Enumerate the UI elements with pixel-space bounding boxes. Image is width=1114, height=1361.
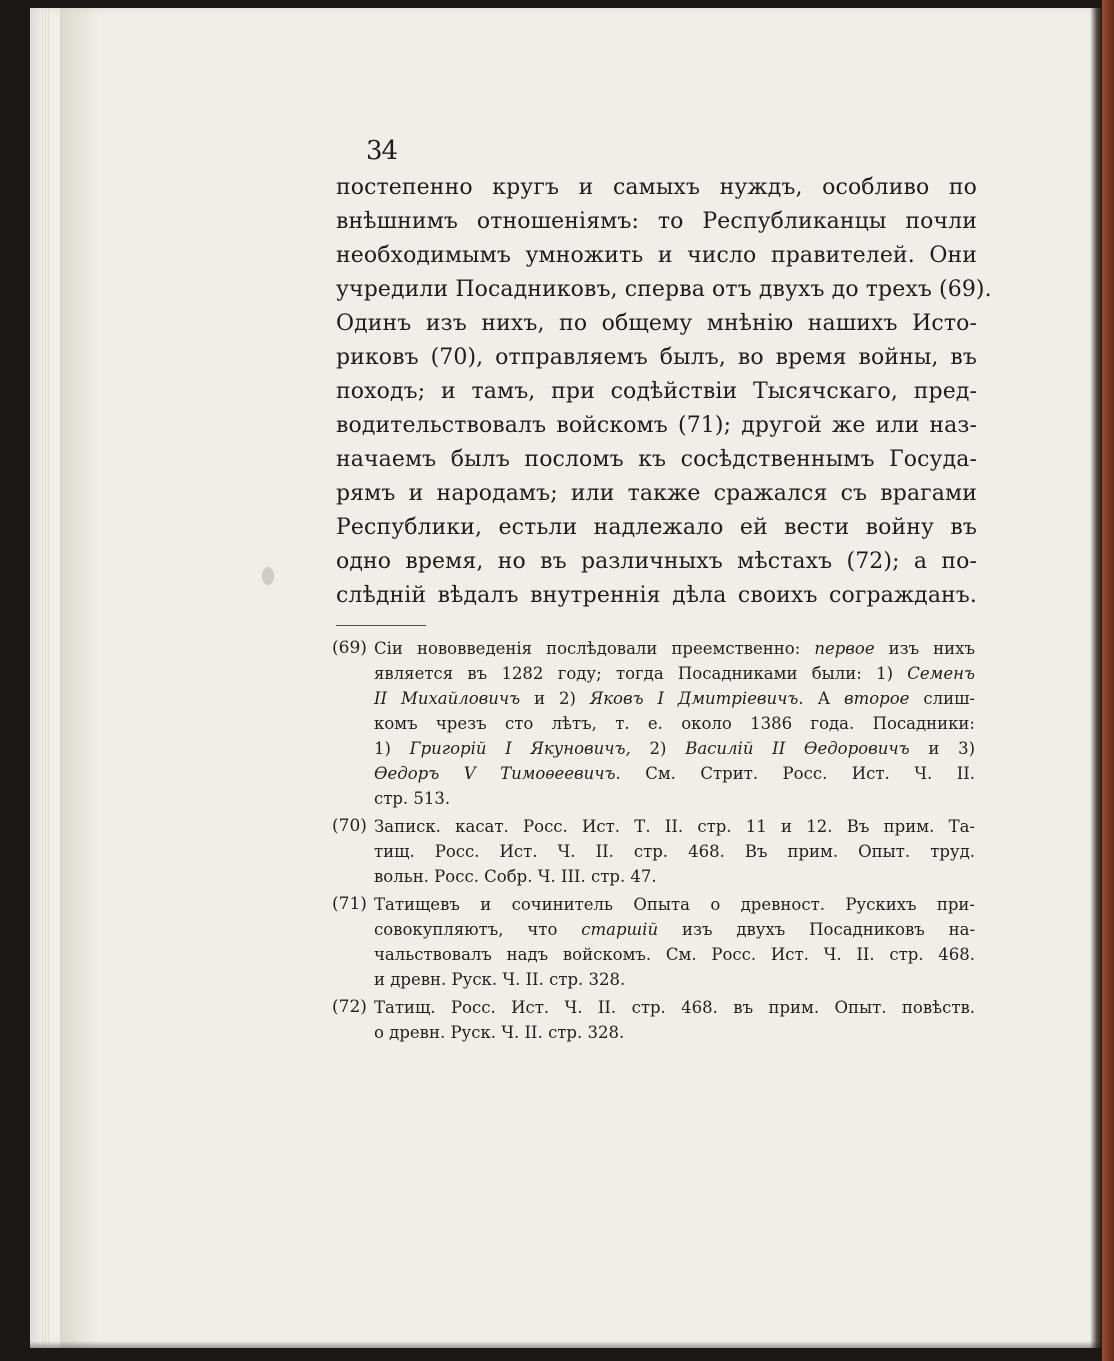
footnote-label: (70)	[332, 816, 367, 836]
footnotes	[332, 636, 975, 1048]
text-line: рямъ и народамъ; или также сражался съ врагами	[336, 481, 977, 506]
footnote-text: См. Стрит. Росс. Ист. Ч. II.	[645, 764, 976, 783]
text-line: слѣдній вѣдалъ внутреннія дѣла своихъ согражданъ.	[336, 583, 977, 608]
footnote-line: вольн. Росс. Собр. Ч. III. стр. 47.	[374, 867, 657, 886]
footnote-label: (71)	[332, 894, 367, 914]
footnote-text: и 3)	[928, 739, 976, 758]
footnote-line: Записк. касат. Росс. Ист. Т. II. стр. 11 и 12. Въ прим. Та-	[374, 817, 975, 836]
footnote-line: Татищ. Росс. Ист. Ч. II. стр. 468. въ прим. Опыт. повѣств.	[374, 998, 975, 1017]
footnote-line	[374, 686, 975, 711]
footnote-italic-text: II Михайловичъ	[374, 689, 521, 708]
footnote-line	[374, 636, 975, 661]
text-line: необходимымъ умножить и число правителей. Они	[336, 243, 977, 268]
footnote-text: изъ двухъ Посадниковъ на-	[681, 920, 976, 939]
footnote-italic-text: Василій II Ѳедоровичъ	[685, 739, 910, 758]
binding-shadow	[60, 8, 100, 1348]
text-line: начаемъ былъ посломъ къ сосѣдственнымъ Госуда-	[336, 447, 977, 472]
footnote-text: слиш-	[923, 689, 976, 708]
footnote-text: является въ 1282 году; тогда Посадниками были: 1)	[374, 664, 894, 683]
right-page-shadow	[1090, 8, 1102, 1348]
footnote-line	[374, 736, 975, 761]
footnote-text: 1)	[374, 739, 391, 758]
bottom-shadow	[30, 1341, 1102, 1361]
footnote-71	[332, 892, 975, 992]
footnote-text: А	[817, 689, 831, 708]
footnote-text: 2)	[649, 739, 667, 758]
footnote-italic-text: старшій	[581, 920, 659, 939]
text-line: водительствовалъ войскомъ (71); другой же или наз-	[336, 413, 977, 438]
footnote-72	[332, 995, 975, 1045]
text-line: риковъ (70), отправляемъ былъ, во время войны, въ	[336, 345, 977, 370]
footnote-line	[374, 761, 975, 786]
text-line: внѣшнимъ отношеніямъ: то Республиканцы почли	[336, 209, 977, 234]
footnote-line: тищ. Росс. Ист. Ч. II. стр. 468. Въ прим. Опыт. труд.	[374, 842, 975, 861]
text-line: походъ; и тамъ, при содѣйствіи Тысячскаго, пред-	[336, 379, 977, 404]
footnote-line: комъ чрезъ сто лѣтъ, т. е. около 1386 года. Посадники:	[374, 714, 975, 733]
footnote-line: чальствовалъ надъ войскомъ. См. Росс. Ист. Ч. II. стр. 468.	[374, 945, 975, 964]
footnote-italic-text: второе	[844, 689, 910, 708]
footnote-text: и 2)	[534, 689, 576, 708]
paper-stain	[262, 567, 274, 585]
footnote-69	[332, 636, 975, 811]
footnote-text: Сіи нововведенія послѣдовали преемственно:	[374, 639, 801, 658]
footnote-line: Татищевъ и сочинитель Опыта о древност. Рускихъ при-	[374, 895, 975, 914]
footnote-line	[374, 661, 975, 686]
page-edge	[42, 8, 50, 1348]
text-line: одно время, но въ различныхъ мѣстахъ (72); а по-	[336, 549, 977, 574]
text-line: постепенно кругъ и самыхъ нуждъ, особливо по	[336, 175, 977, 200]
footnote-italic-text: Григорій I Якуновичъ,	[409, 739, 631, 758]
footnote-italic-text: Семенъ	[907, 664, 975, 683]
footnote-label: (69)	[332, 638, 367, 658]
footnote-line: о древн. Руск. Ч. II. стр. 328.	[374, 1023, 625, 1042]
footnote-divider	[336, 625, 426, 626]
footnote-line	[374, 917, 975, 942]
page-number: 34	[366, 136, 398, 166]
footnote-label: (72)	[332, 997, 367, 1017]
footnote-line: и древн. Руск. Ч. II. стр. 328.	[374, 970, 626, 989]
footnote-text: изъ нихъ	[888, 639, 975, 658]
text-line: Республики, естьли надлежало ей вести войну въ	[336, 515, 977, 540]
book-cover-edge	[1102, 0, 1114, 1361]
text-line: Одинъ изъ нихъ, по общему мнѣнію нашихъ Исто-	[336, 311, 977, 336]
footnote-text: совокупляютъ, что	[374, 920, 558, 939]
footnote-italic-text: Ѳедоръ V Тимоѳеевичъ.	[374, 764, 621, 783]
footnote-italic-text: первое	[814, 639, 875, 658]
footnote-italic-text: Яковъ I Дмитріевичъ.	[589, 689, 804, 708]
text-line: учредили Посадниковъ, сперва отъ двухъ до трехъ (69).	[336, 277, 992, 302]
footnote-70	[332, 814, 975, 889]
main-text	[336, 171, 992, 613]
footnote-line: стр. 513.	[374, 789, 451, 808]
